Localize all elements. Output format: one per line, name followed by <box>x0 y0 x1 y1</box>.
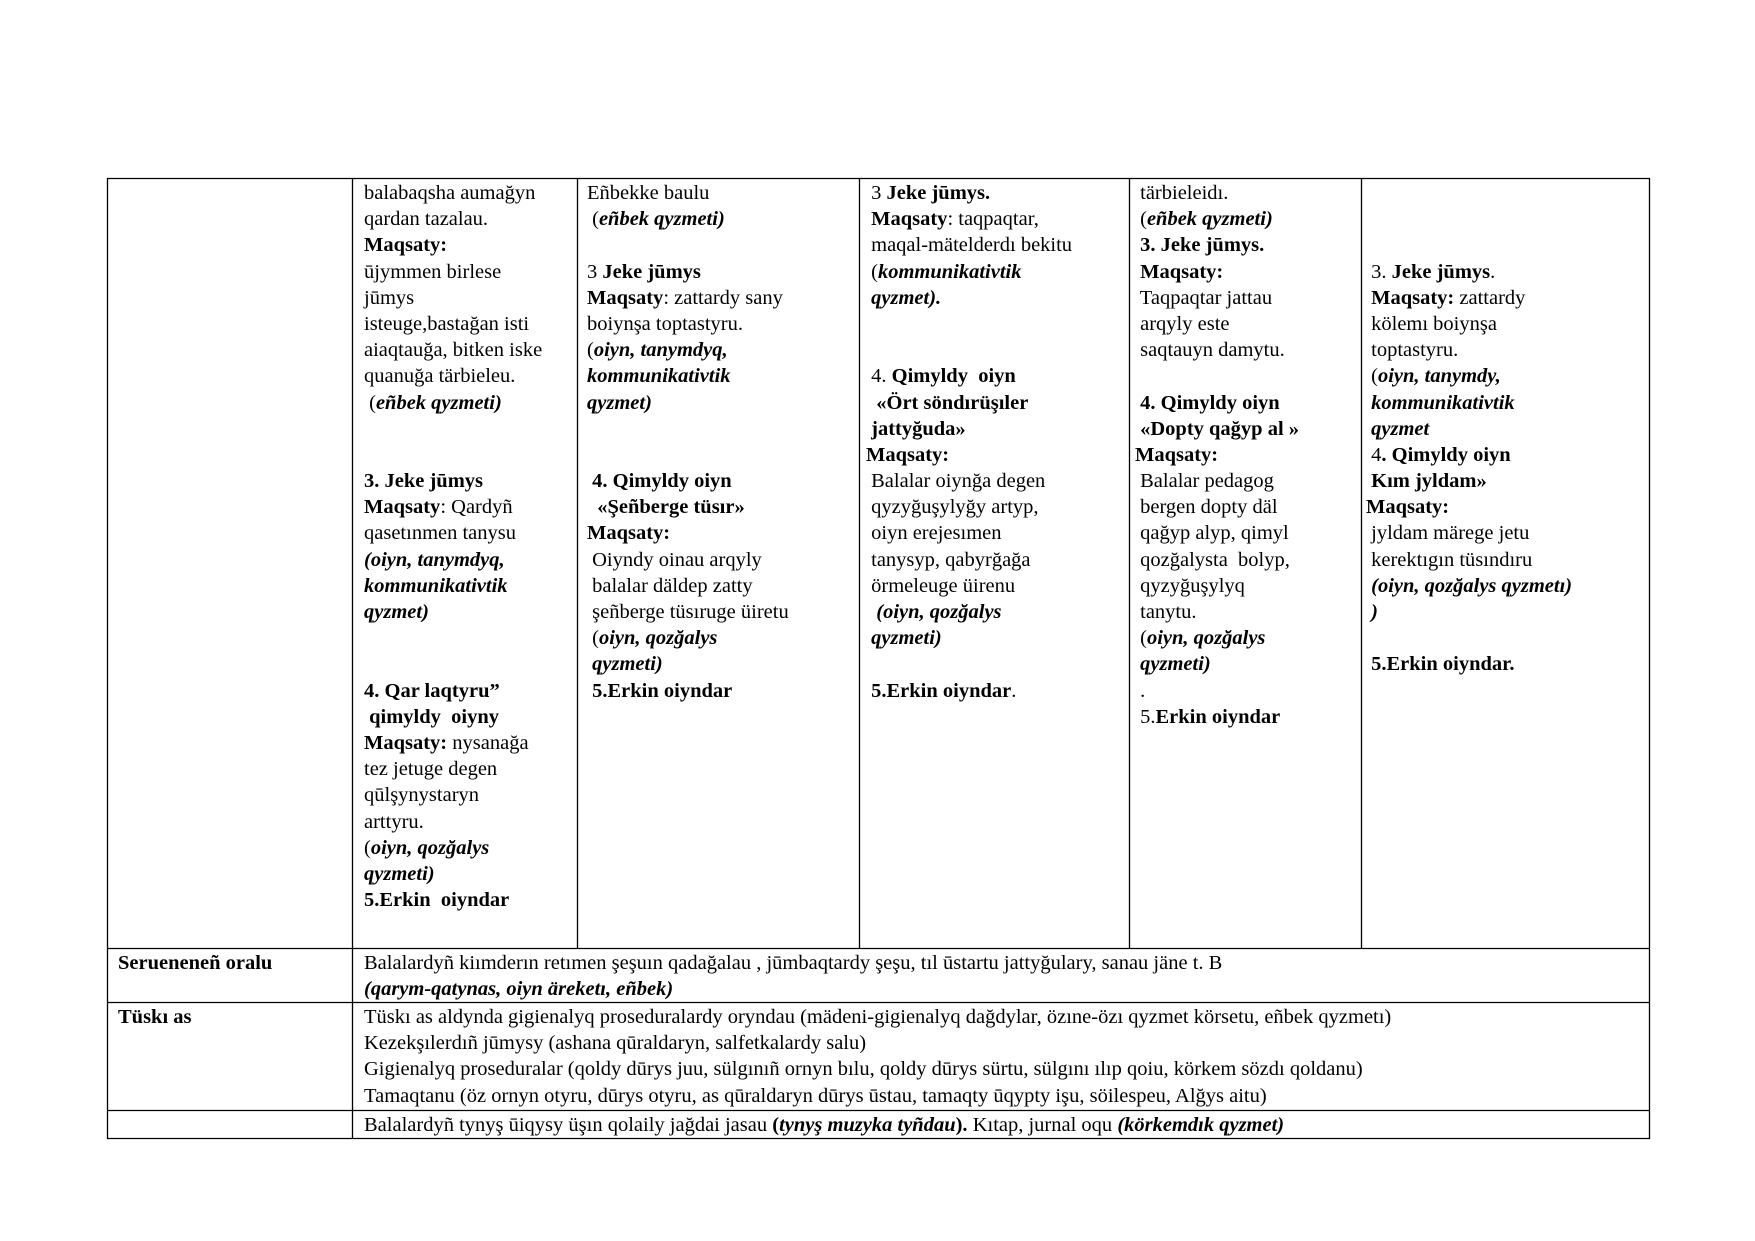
cell-line <box>1366 547 1572 573</box>
text-run: qasetınmen tanysu <box>364 522 517 545</box>
text-run: : Qardyñ <box>440 496 513 519</box>
text-run: (oiyn, qozğalys qyzmetı) <box>1366 574 1573 597</box>
cell-line <box>587 599 789 625</box>
cell-line <box>364 311 542 337</box>
text-run: ( <box>364 391 376 414</box>
text-run: Maqsaty: <box>1366 286 1455 309</box>
cell-line <box>364 599 542 625</box>
cell-line <box>587 625 789 651</box>
cell-line <box>364 730 542 756</box>
text-run: : taqpaqtar, <box>947 208 1039 231</box>
text-run: quanuğa tärbieleu. <box>364 365 516 388</box>
cell-line <box>1366 206 1572 232</box>
text-run: qūlşynystaryn <box>364 784 480 807</box>
cell-line <box>364 494 542 520</box>
text-run: kerektıgın tüsındıru <box>1366 548 1533 571</box>
lunch-row-content <box>364 1004 1391 1109</box>
cell-line <box>1366 337 1572 363</box>
cell-line <box>364 337 542 363</box>
text-run: ( <box>1135 627 1147 650</box>
text-run: Oiyndy oinau arqyly <box>587 548 762 571</box>
cell-line <box>1135 494 1299 520</box>
text-run: ) <box>1366 601 1378 623</box>
text-run: qağyp alyp, qimyl <box>1135 522 1289 545</box>
text-run: ( <box>772 1114 780 1136</box>
text-run: jattyğuda» <box>866 417 966 440</box>
cell-line <box>1366 494 1572 520</box>
cell-line <box>364 809 542 835</box>
text-run: ). <box>955 1114 973 1136</box>
sleep-row-content <box>364 1112 1284 1138</box>
text-run: Jeke jūmys <box>602 260 701 283</box>
text-run: Balalar pedagog <box>1135 470 1274 493</box>
text-run: (oiyn, qozğalys <box>876 601 1002 623</box>
text-run: 4. Qar laqtyru” <box>364 679 500 702</box>
cell-line <box>587 232 789 258</box>
cell-line <box>364 206 542 232</box>
text-run: Balalar oiynğa degen <box>866 470 1046 493</box>
cell-line <box>364 573 542 599</box>
text-run: . <box>1135 679 1146 702</box>
cell-line <box>866 625 1072 651</box>
text-run: Kıtap, jurnal oqu <box>972 1114 1118 1136</box>
cell-line <box>364 950 1222 976</box>
cell-line <box>866 259 1072 285</box>
cell-line <box>587 206 789 232</box>
cell-line <box>1366 442 1572 468</box>
cell-line <box>364 1083 1391 1109</box>
text-run: kommunikativtik <box>877 260 1022 283</box>
cell-line <box>587 573 789 599</box>
text-run: Maqsaty: <box>1135 260 1224 283</box>
cell-line <box>1135 625 1299 651</box>
cell-line <box>587 416 789 442</box>
text-run: (oiyn, tanymdyq, <box>364 548 505 571</box>
cell-line <box>1135 520 1299 546</box>
text-run: Maqsaty: <box>364 731 448 754</box>
cell-line <box>866 442 1072 468</box>
text-run: «Şeñberge tüsır» <box>587 496 745 519</box>
cell-line <box>866 390 1072 416</box>
cell-line <box>1366 259 1572 285</box>
text-run: saqtauyn damytu. <box>1135 339 1285 362</box>
text-run: Tüskı as aldynda gigienalyq proseduralardy oryndau (mädeni-gigienalyq dağdylar, özıne-özı qyzmet körsetu, eñbek qyzmetı) <box>364 1006 1392 1028</box>
text-run: qyzmeti) <box>1135 653 1211 676</box>
cell-line <box>1366 599 1572 625</box>
cell-line <box>1135 678 1299 704</box>
text-run: qyzmet <box>1366 417 1430 440</box>
text-run: qozğalysta bolyp, <box>1135 548 1290 571</box>
text-run: oiyn, qozğalys <box>370 836 490 859</box>
text-run: 3. Jeke jūmys <box>364 470 484 493</box>
cell-line <box>364 651 542 677</box>
cell-line <box>1135 573 1299 599</box>
cell-line <box>587 311 789 337</box>
cell-line <box>1366 285 1572 311</box>
cell-line <box>1135 704 1299 730</box>
cell-line <box>364 468 542 494</box>
text-run: Eñbekke baulu <box>587 182 710 204</box>
cell-line <box>364 756 542 782</box>
text-run: 5.Erkin oiyndar <box>364 889 510 912</box>
cell-line <box>587 442 789 468</box>
text-run: oiyn, tanymdy, <box>1377 365 1501 388</box>
cell-line <box>866 416 1072 442</box>
cell-line <box>866 232 1072 258</box>
cell-line <box>1135 285 1299 311</box>
text-run <box>866 601 876 623</box>
cell-line <box>866 547 1072 573</box>
text-run: 3 <box>587 260 603 283</box>
cell-line <box>364 180 542 206</box>
cell-line <box>364 782 542 808</box>
cell-line <box>1366 232 1572 258</box>
cell-line <box>364 442 542 468</box>
text-run: . <box>1011 679 1017 702</box>
text-run: . Qimyldy oiyn <box>1381 443 1511 466</box>
text-run: qyzmet) <box>587 391 652 414</box>
text-run: 4. Qimyldy oiyn <box>1135 391 1280 414</box>
cell-line <box>364 976 1222 1002</box>
cell-line <box>1366 416 1572 442</box>
text-run: qyzmeti) <box>587 653 663 676</box>
text-run: Jeke jūmys. <box>886 182 991 204</box>
return-row-label: Serueneneñ oralu <box>118 952 273 974</box>
cell-line <box>587 651 789 677</box>
text-run: qyzyğuşylyq <box>1135 574 1245 597</box>
text-run: 5.Erkin oiyndar. <box>1366 653 1515 676</box>
text-run: balabaqsha aumağyn <box>364 182 536 204</box>
text-run: kommunikativtik <box>364 574 508 597</box>
text-run: zattardy <box>1454 286 1526 309</box>
text-run: 3 <box>866 182 887 204</box>
text-run: . <box>1490 260 1496 283</box>
cell-line <box>1135 180 1299 206</box>
text-run: jyldam märege jetu <box>1366 522 1530 545</box>
cell-line <box>866 206 1072 232</box>
text-run: tanytu. <box>1135 601 1197 623</box>
cell-line <box>364 1056 1391 1082</box>
cell-line <box>364 625 542 651</box>
day-5-activities <box>1366 180 1572 678</box>
text-run: qardan tazalau. <box>364 208 489 231</box>
cell-line <box>1135 232 1299 258</box>
cell-line <box>866 468 1072 494</box>
day-1-activities <box>364 180 542 913</box>
cell-line <box>1366 573 1572 599</box>
text-run: oiyn, qozğalys <box>598 627 718 650</box>
text-run: Maqsaty <box>364 496 441 519</box>
cell-line <box>1135 363 1299 389</box>
cell-line <box>587 468 789 494</box>
text-run: tanysyp, qabyrğağa <box>866 548 1031 571</box>
text-run: şeñberge tüsıruge üiretu <box>587 601 789 623</box>
text-run: ( <box>364 836 371 859</box>
text-run: ( <box>587 208 599 231</box>
text-run: «Ört söndırüşıler <box>866 391 1029 414</box>
cell-line <box>866 311 1072 337</box>
text-run: Maqsaty: <box>587 522 671 545</box>
text-run: boiynşa toptastyru. <box>587 312 744 335</box>
text-run: Balalardyñ kiımderın retımen şeşuın qadağalau , jūmbaqtardy şeşu, tıl ūstartu jattyğulary, sanau jäne t. B <box>364 952 1223 974</box>
text-run: Maqsaty: <box>364 234 448 257</box>
cell-line <box>364 835 542 861</box>
text-run: Maqsaty: <box>866 443 950 466</box>
cell-line <box>587 180 789 206</box>
cell-line <box>866 678 1072 704</box>
text-run: qyzmet). <box>866 286 942 309</box>
cell-line <box>364 285 542 311</box>
cell-line <box>364 547 542 573</box>
text-run: ( <box>1135 208 1147 231</box>
text-run: aiaqtauğa, bitken iske <box>364 339 543 362</box>
cell-line <box>866 599 1072 625</box>
return-row-content <box>364 950 1222 1002</box>
text-run: toptastyru. <box>1366 339 1459 362</box>
text-run: oiyn erejesımen <box>866 522 1002 545</box>
cell-line <box>1135 337 1299 363</box>
text-run: qyzmeti) <box>364 862 435 885</box>
text-run: Kım jyldam» <box>1366 470 1487 493</box>
text-run: tez jetuge degen <box>364 758 498 781</box>
cell-line <box>1135 311 1299 337</box>
cell-line <box>1135 599 1299 625</box>
day-3-activities <box>866 180 1072 704</box>
text-run: oiyn, tanymdyq, <box>593 339 728 362</box>
text-run: Tamaqtanu (öz ornyn otyru, dūrys otyru, as qūraldaryn dūrys ūstau, tamaqty ūqypty işu, söilespeu, Alğys aitu) <box>364 1084 1267 1107</box>
cell-line <box>866 651 1072 677</box>
cell-line <box>364 416 542 442</box>
text-run: ( <box>587 339 594 362</box>
cell-line <box>1366 390 1572 416</box>
text-run: Erkin oiyndar <box>1155 705 1281 728</box>
text-run: Maqsaty <box>587 286 664 309</box>
cell-line <box>866 285 1072 311</box>
cell-line <box>1135 442 1299 468</box>
text-run: Jeke jūmys <box>1391 260 1491 283</box>
cell-line <box>1366 651 1572 677</box>
text-run: (körkemdık qyzmet) <box>1117 1114 1285 1136</box>
cell-line <box>1366 311 1572 337</box>
text-run: 5.Erkin oiyndar <box>587 679 733 702</box>
text-run: 5.Erkin oiyndar <box>866 679 1012 702</box>
cell-line <box>364 1112 1284 1138</box>
text-run: örmeleuge üirenu <box>866 574 1016 597</box>
cell-line <box>364 1030 1391 1056</box>
cell-line <box>587 259 789 285</box>
text-run: jūmys <box>364 286 415 309</box>
text-run: Qimyldy oiyn <box>891 365 1016 388</box>
day-2-activities <box>587 180 789 704</box>
cell-line <box>1135 547 1299 573</box>
text-run: nysanağa <box>447 731 529 754</box>
text-run: oiyn, qozğalys <box>1146 627 1266 650</box>
text-run: qyzmeti) <box>866 627 942 650</box>
text-run: maqal-mätelderdı bekitu <box>866 234 1073 257</box>
text-run: eñbek qyzmeti) <box>375 391 502 414</box>
text-run: balalar däldep zatty <box>587 574 753 597</box>
cell-line <box>866 337 1072 363</box>
text-run: kommunikativtik <box>587 365 731 388</box>
text-run: Maqsaty: <box>1135 443 1219 466</box>
text-run: 4. Qimyldy oiyn <box>587 470 732 493</box>
cell-line <box>587 520 789 546</box>
text-run: tynyş muzyka tyñdau <box>779 1114 956 1136</box>
cell-line <box>1135 206 1299 232</box>
text-run: (qarym-qatynas, oiyn äreketı, eñbek) <box>364 978 674 1001</box>
cell-line <box>364 390 542 416</box>
cell-line <box>866 180 1072 206</box>
text-run: bergen dopty däl <box>1135 496 1278 519</box>
text-run: Maqsaty: <box>1366 496 1450 519</box>
text-run: 5. <box>1135 705 1156 728</box>
cell-line <box>1135 390 1299 416</box>
cell-line <box>364 232 542 258</box>
text-run: 4. <box>866 365 892 388</box>
text-run: Gigienalyq proseduralar (qoldy dūrys juu, sülgınıñ ornyn bılu, qoldy dūrys sürtu, sülgını ılıp qoiu, körkem sözdı qoldanu) <box>364 1058 1363 1081</box>
cell-line <box>1135 416 1299 442</box>
text-run: Taqpaqtar jattau <box>1135 286 1273 309</box>
text-run: arqyly este <box>1135 312 1230 335</box>
cell-line <box>1366 363 1572 389</box>
text-run: 4 <box>1366 443 1382 466</box>
text-run: ūjymmen birlese <box>364 260 502 283</box>
lunch-row-label: Tüskı as <box>118 1006 192 1028</box>
text-run: isteuge,bastağan isti <box>364 312 530 335</box>
text-run: arttyru. <box>364 810 424 833</box>
cell-line <box>587 285 789 311</box>
day-4-activities <box>1135 180 1299 730</box>
text-run: tärbieleidı. <box>1135 182 1229 204</box>
cell-line <box>866 520 1072 546</box>
cell-line <box>364 704 542 730</box>
text-run: eñbek qyzmeti) <box>598 208 725 231</box>
text-run: kommunikativtik <box>1366 391 1515 414</box>
cell-line <box>1135 468 1299 494</box>
cell-line <box>1135 259 1299 285</box>
cell-line <box>587 337 789 363</box>
text-run: qyzyğuşylyğy artyp, <box>866 496 1039 519</box>
text-run: 3. Jeke jūmys. <box>1135 234 1265 257</box>
cell-line <box>866 573 1072 599</box>
text-run: qimyldy oiyny <box>364 705 499 728</box>
cell-line <box>1366 180 1572 206</box>
cell-line <box>364 1004 1391 1030</box>
cell-line <box>364 363 542 389</box>
text-run: kölemı boiynşa <box>1366 312 1497 335</box>
cell-line <box>364 259 542 285</box>
cell-line <box>1366 625 1572 651</box>
cell-line <box>587 390 789 416</box>
cell-line <box>364 887 542 913</box>
text-run: ( <box>866 260 878 283</box>
cell-line <box>587 363 789 389</box>
text-run: Maqsaty <box>866 208 948 231</box>
cell-line <box>364 861 542 887</box>
text-run: qyzmet) <box>364 601 429 623</box>
text-run: 3. <box>1366 260 1392 283</box>
text-run: : zattardy sany <box>663 286 783 309</box>
cell-line <box>587 678 789 704</box>
text-run: ( <box>1366 365 1378 388</box>
cell-line <box>364 520 542 546</box>
cell-line <box>1135 651 1299 677</box>
text-run: ( <box>587 627 599 650</box>
cell-line <box>1366 468 1572 494</box>
text-run: Kezekşılerdıñ jūmysy (ashana qūraldaryn, salfetkalardy salu) <box>364 1032 867 1055</box>
cell-line <box>866 363 1072 389</box>
cell-line <box>364 678 542 704</box>
cell-line <box>866 494 1072 520</box>
cell-line <box>587 494 789 520</box>
text-run: «Dopty qağyp al » <box>1135 417 1300 440</box>
text-run: eñbek qyzmeti) <box>1146 208 1273 231</box>
cell-line <box>587 547 789 573</box>
cell-line <box>1366 520 1572 546</box>
text-run: Balalardyñ tynyş ūiqysy üşın qolaily jağdai jasau <box>364 1114 773 1136</box>
